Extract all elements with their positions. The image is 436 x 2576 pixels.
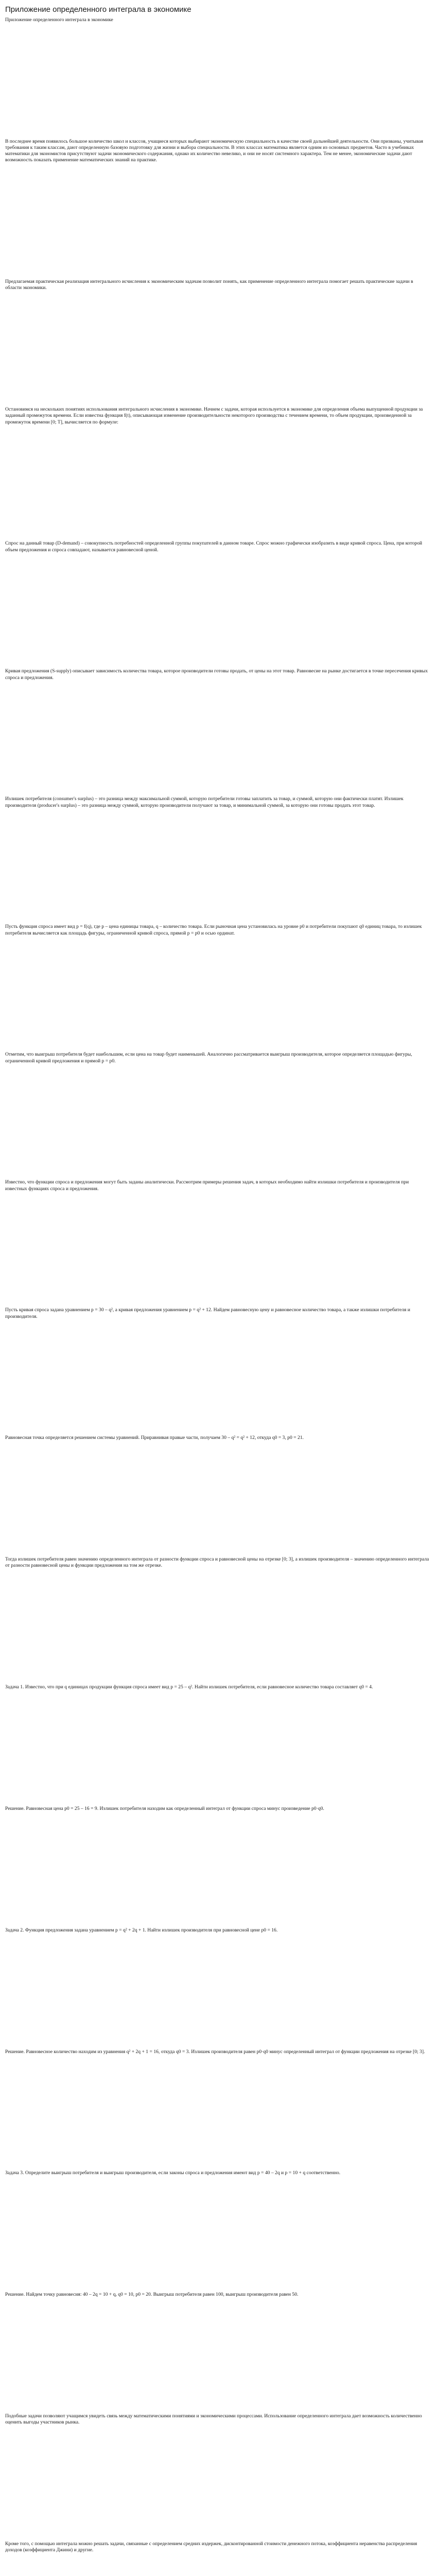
paragraph: Задача 1. Известно, что при q единицах продукции функция спроса имеет вид p = 25 – q². Найти излишек потребителя, если равновесное количество товара составляет q0 = 4.: [5, 1684, 373, 1690]
document-body: [5, 17, 431, 2576]
paragraph: Отметим, что выигрыш потребителя будет наибольшим, если цена на товар будет наименьшей. Аналогично рассматривается выигрыш производителя, которое определяется площадью фигуры, ограниченной кривой предложения и прямой p = p0.: [5, 1052, 412, 1064]
paragraph: В последнее время появилось большое количество школ и классов, учащиеся которых выбирают экономическую специальность в качестве своей дальнейшей деятельности. Они призваны, учитывая требования к таким классам, дают определенную базовую подготовку для жизни и выбора специальности. В этих классах математика является одним из основных предметов. Часто в учебниках математики для экономистов присутствуют задачи экономического содержания, однако их количество невелико, и они не носят системного характера. Тем не менее, экономические задачи дают возможность показать применение математических знаний на практике.: [5, 138, 423, 163]
paragraph: Известно, что функции спроса и предложения могут быть заданы аналитически. Рассмотрим примеры решения задач, в которых необходимо найти излишки потребителя и производителя при известных функциях спроса и предложения.: [5, 1179, 409, 1192]
paragraph: Пусть функция спроса имеет вид p = f(q), где p – цена единицы товара, q – количество товара. Если рыночная цена установилась на уровне p0 и потребители покупают q0 единиц товара, то излишек потребителя вычисляется как площадь фигуры, ограниченной кривой спроса, прямой p = p0 и осью ординат.: [5, 924, 422, 936]
paragraph: Задача 3. Определите выигрыш потребителя и выигрыш производителя, если законы спроса и предложения имеют вид p = 40 – 2q и p = 10 + q соответственно.: [5, 2170, 341, 2176]
paragraph: Решение. Равновесное количество находим из уравнения q² + 2q + 1 = 16, откуда q0 = 3. Излишек производителя равен p0·q0 минус определенный интеграл от функции предложения на отрезке [0; 3].: [5, 2048, 425, 2055]
paragraph: Равновесная точка определяется решением системы уравнений. Приравнивая правые части, получаем 30 – q² = q² + 12, откуда q0 = 3, p0 = 21.: [5, 1435, 304, 1441]
paragraph: Подобные задачи позволяют учащимся увидеть связь между математическими понятиями и экономическими процессами. Использование определенного интеграла дает возможность количественно оценить выгоды участников рынка.: [5, 2413, 422, 2426]
paragraph: Решение. Равновесная цена p0 = 25 – 16 = 9. Излишек потребителя находим как определенный интеграл от функции спроса минус произведение p0·q0.: [5, 1806, 324, 1811]
paragraph: Тогда излишек потребителя равен значению определенного интеграла от разности функции спроса и равновесной цены на отрезке [0; 3], а излишек производителя – значению определенного интеграла от разности равновесной цены и функции предложения на том же отрезке.: [5, 1556, 429, 1569]
paragraph: Пусть кривая спроса задана уравнением p = 30 – q², а кривая предложения уравнением p = q² + 12. Найдем равновесную цену и равновесное количество товара, а также излишки потребителя и производителя.: [5, 1307, 410, 1319]
paragraph: Приложение определенного интеграла в экономике: [5, 17, 113, 23]
paragraph: Излишек потребителя (consumer's surplus) – это разница между максимальной суммой, которую потребители готовы заплатить за товар, и суммой, которую они фактически платят. Излишек производителя (producer's surplus) – это разница между суммой, которую производители получают за товар, и минимальной суммой, за которую они готовы продать этот товар.: [5, 796, 404, 808]
paragraph: Решение. Найдем точку равновесия: 40 – 2q = 10 + q, q0 = 10, p0 = 20. Выигрыш потребителя равен 100, выигрыш производителя равен 50.: [5, 2292, 299, 2298]
paragraph: Кроме того, с помощью интеграла можно решать задачи, связанные с определением средних издержек, дисконтированной стоимости денежного потока, коэффициента неравенства распределения доходов (коэффициента Джини) и другие.: [5, 2540, 417, 2553]
paragraph: Остановимся на нескольких понятиях использования интегрального исчисления в экономике. Начнем с задачи, которая используется в экономике для определения объема выпущенной продукции за заданный промежуток времени. Если известна функция f(t), описывающая изменение производительности некоторого производства с течением времени, то объем продукции, произведенной за промежуток времени [0; T], вычисляется по формуле:: [5, 406, 423, 425]
page-title: Приложение определенного интеграла в экономике: [5, 5, 191, 14]
paragraph: Кривая предложения (S-supply) описывает зависимость количества товара, которое производители готовы продать, от цены на этот товар. Равновесие на рынке достигается в точке пересечения кривых спроса и предложения.: [5, 668, 428, 681]
paragraph: Спрос на данный товар (D-demand) – совокупность потребностей определенной группы покупателей в данном товаре. Спрос можно графически изобразить в виде кривой спроса. Цена, при которой объем предложения и спроса совпадают, называется равновесной ценой.: [5, 540, 423, 553]
paragraph: Предлагаемая практическая реализация интегрального исчисления к экономическим задачам позволит понять, как применение определенного интеграла помогает решать практические задачи в области экономики.: [5, 279, 413, 291]
paragraph: Задача 2. Функция предложения задана уравнением p = q² + 2q + 1. Найти излишек производителя при равновесной цене p0 = 16.: [5, 1927, 278, 1933]
